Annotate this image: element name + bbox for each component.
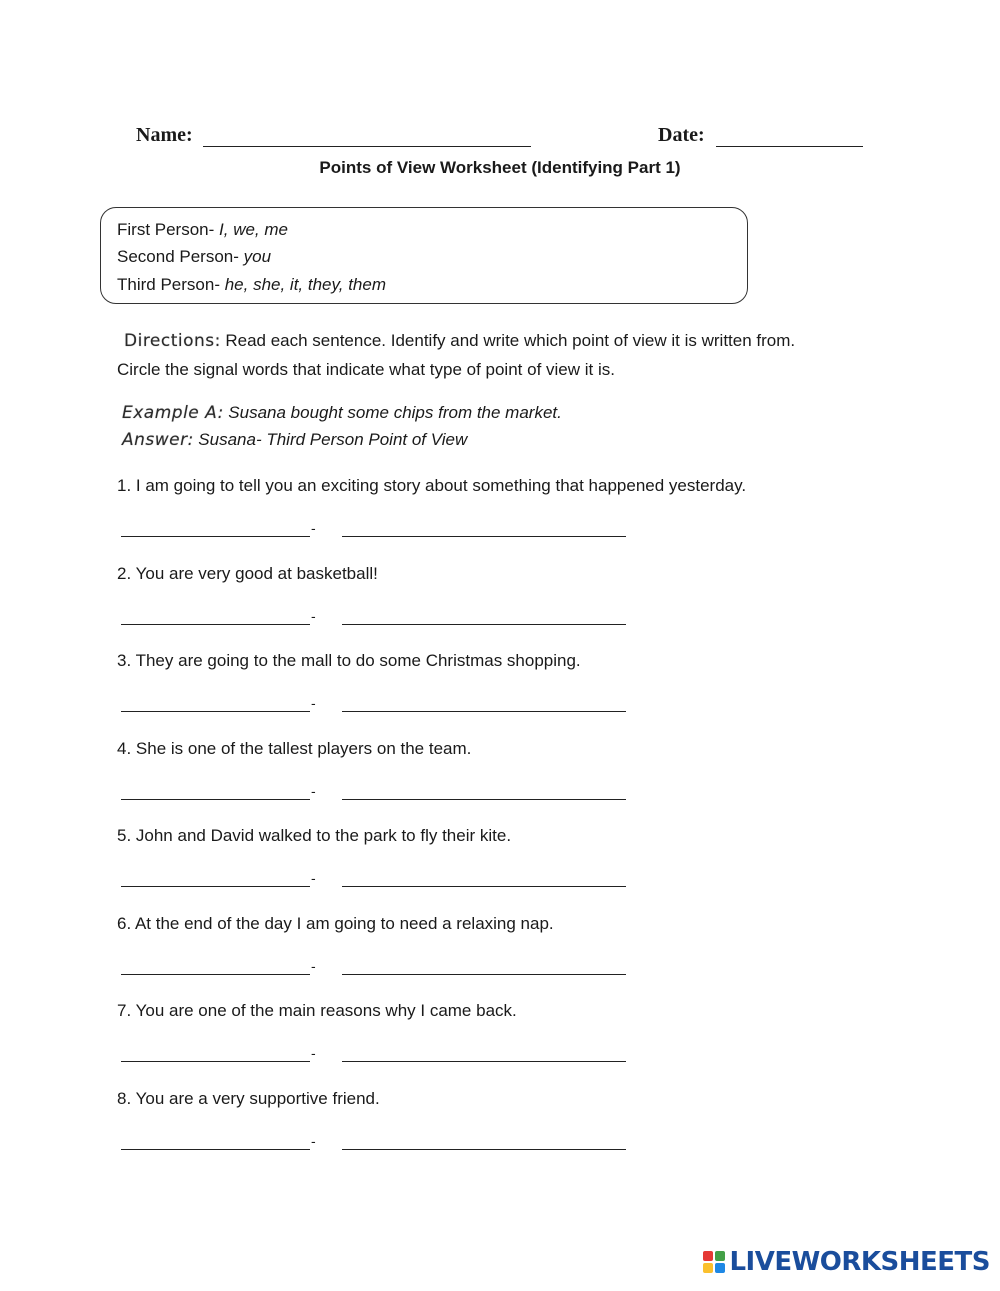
second-person-words: you <box>243 247 272 266</box>
first-person-label: First Person- <box>117 220 215 239</box>
answer-label: Answer: <box>122 430 194 450</box>
answer-separator: - <box>311 1133 316 1149</box>
logo-icon <box>703 1251 725 1273</box>
date-field[interactable] <box>716 146 863 147</box>
second-person-label: Second Person- <box>117 247 239 266</box>
answer-pov-field-3[interactable] <box>342 711 626 712</box>
question-4: 4. She is one of the tallest players on the team. <box>117 739 472 758</box>
directions-line-1 <box>124 331 795 351</box>
third-person-label: Third Person- <box>117 275 220 294</box>
answer-pov-field-5[interactable] <box>342 886 626 887</box>
name-label: Name: <box>136 124 193 146</box>
answer-pov-field-7[interactable] <box>342 1061 626 1062</box>
answer-separator: - <box>311 958 316 974</box>
answer-pov-field-4[interactable] <box>342 799 626 800</box>
question-7: 7. You are one of the main reasons why I came back. <box>117 1001 517 1020</box>
question-5: 5. John and David walked to the park to fly their kite. <box>117 826 512 845</box>
answer-separator: - <box>311 870 316 886</box>
name-field[interactable] <box>203 146 531 147</box>
answer-pov-field-1[interactable] <box>342 536 626 537</box>
question-6: 6. At the end of the day I am going to need a relaxing nap. <box>117 914 554 933</box>
answer-pov-field-6[interactable] <box>342 974 626 975</box>
logo-text: LIVEWORKSHEETS <box>729 1247 990 1277</box>
directions-text-1: Read each sentence. Identify and write which point of view it is written from. <box>225 331 796 350</box>
answer-signal-field-5[interactable] <box>121 886 310 887</box>
answer-signal-field-7[interactable] <box>121 1061 310 1062</box>
example-label: Example A: <box>122 403 224 423</box>
answer-signal-field-4[interactable] <box>121 799 310 800</box>
liveworksheets-logo <box>703 1247 990 1277</box>
answer-separator: - <box>311 695 316 711</box>
question-8: 8. You are a very supportive friend. <box>117 1089 380 1108</box>
third-person-words: he, she, it, they, them <box>224 275 386 294</box>
page-title: Points of View Worksheet (Identifying Part 1) <box>319 158 681 177</box>
third-person-line <box>117 275 386 295</box>
answer-separator: - <box>311 783 316 799</box>
answer-separator: - <box>311 608 316 624</box>
question-2: 2. You are very good at basketball! <box>117 564 378 583</box>
answer-pov-field-8[interactable] <box>342 1149 626 1150</box>
example-text: Susana bought some chips from the market. <box>228 403 562 422</box>
answer-signal-field-3[interactable] <box>121 711 310 712</box>
first-person-line <box>117 220 288 240</box>
answer-text: Susana- Third Person Point of View <box>198 430 468 449</box>
answer-line <box>122 430 467 450</box>
answer-separator: - <box>311 520 316 536</box>
answer-signal-field-2[interactable] <box>121 624 310 625</box>
question-1: 1. I am going to tell you an exciting story about something that happened yesterday. <box>117 476 747 495</box>
answer-signal-field-1[interactable] <box>121 536 310 537</box>
directions-text-2: Circle the signal words that indicate what type of point of view it is. <box>117 360 615 379</box>
example-line <box>122 403 562 423</box>
date-label: Date: <box>658 124 705 146</box>
answer-separator: - <box>311 1045 316 1061</box>
directions-label: Directions: <box>124 331 221 351</box>
first-person-words: I, we, me <box>219 220 288 239</box>
answer-signal-field-6[interactable] <box>121 974 310 975</box>
second-person-line <box>117 247 271 267</box>
question-3: 3. They are going to the mall to do some Christmas shopping. <box>117 651 581 670</box>
answer-pov-field-2[interactable] <box>342 624 626 625</box>
answer-signal-field-8[interactable] <box>121 1149 310 1150</box>
